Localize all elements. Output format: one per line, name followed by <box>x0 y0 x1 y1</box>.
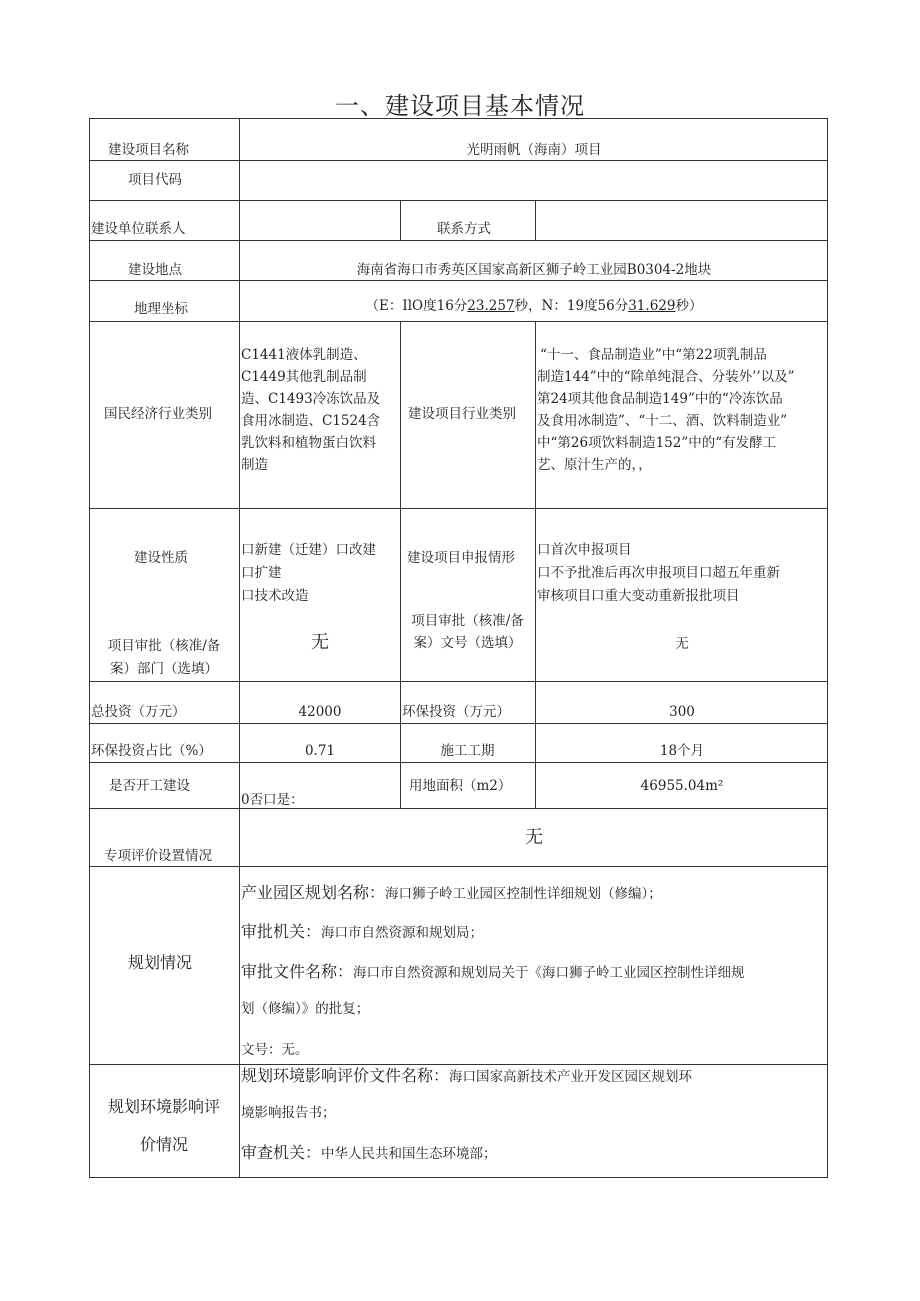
env-investment-label: 环保投资（万元） <box>402 704 510 720</box>
approval-dept-label: 项目审批（核准/备 <box>107 638 221 654</box>
industry-line: 造、C1493冷冻饮品及 <box>241 391 381 407</box>
location-label: 建设地点 <box>128 262 182 278</box>
planning-line: 审批机关：海口市自然资源和规划局； <box>241 922 484 941</box>
coordinates-value: （E：IlO度16分23.257秒，N：19度56分31.629秒） <box>365 298 703 314</box>
land-area-label: 用地面积（m2） <box>409 778 512 794</box>
row-divider <box>89 160 828 161</box>
ratio-label: 环保投资占比（%） <box>91 743 212 759</box>
special-eval-label: 专项评价设置情况 <box>104 848 212 864</box>
industry-label: 国民经济行业类别 <box>104 406 212 422</box>
planning-line: 审批文件名称：海口市自然资源和规划局关于《海口狮子岭工业园区控制性详细规 <box>241 962 745 981</box>
duration-value: 18个月 <box>659 743 705 759</box>
env-impact-line: 境影响报告书； <box>241 1105 336 1121</box>
planning-line: 产业园区规划名称：海口狮子岭工业园区控制性详细规划（修编）； <box>241 883 662 902</box>
industry-line: C1449其他乳制品制 <box>241 369 367 385</box>
project-industry-line: 艺、原汁生产的，， <box>537 457 652 473</box>
nature-label: 建设性质 <box>134 550 188 566</box>
project-industry-line: 中“第26项饮料制造152”中的“有发酵工 <box>537 435 777 451</box>
approval-no-value: 无 <box>675 636 689 652</box>
col-divider <box>400 321 401 808</box>
approval-no-label: 案）文号（选填） <box>413 635 522 651</box>
planning-line: 文号：无。 <box>241 1042 309 1058</box>
contact-method-label: 联系方式 <box>437 221 491 237</box>
nature-option: 口新建（迁建）口改建 <box>241 542 376 558</box>
col-divider <box>535 200 536 240</box>
row-divider <box>89 866 828 867</box>
ratio-value: 0.71 <box>304 743 336 759</box>
started-value: 0否口是： <box>241 792 304 808</box>
env-impact-line: 审查机关：中华人民共和国生态环境部； <box>241 1143 497 1162</box>
project-code-label: 项目代码 <box>128 172 182 188</box>
row-divider <box>89 681 828 682</box>
industry-line: 乳饮料和植物蛋白饮料 <box>241 435 376 451</box>
project-industry-line: “十一、食品制造业”中“第22项乳制品 <box>540 347 767 363</box>
investment-value: 42000 <box>298 704 342 720</box>
row-divider <box>89 808 828 809</box>
declaration-option: 审核项目口重大变动重新报批项目 <box>537 588 740 604</box>
project-industry-line: 第24项其他食品制造149”中的“冷冻饮品 <box>537 391 783 407</box>
investment-label: 总投资（万元） <box>91 704 186 720</box>
nature-option: 口扩建 <box>241 565 282 581</box>
col-divider <box>535 321 536 808</box>
row-divider <box>89 280 828 281</box>
project-industry-label: 建设项目行业类别 <box>408 406 516 422</box>
industry-line: 食用冰制造、C1524含 <box>241 413 381 429</box>
declaration-option: 口首次申报项目 <box>537 542 632 558</box>
approval-dept-label: 案）部门（选填） <box>110 661 218 677</box>
land-area-value: 46955.04m² <box>640 778 724 794</box>
env-investment-value: 300 <box>669 704 695 720</box>
coordinates-label: 地理坐标 <box>134 301 188 317</box>
location-value: 海南省海口市秀英区国家高新区狮子岭工业园B0304-2地块 <box>356 262 712 278</box>
nature-option: 口技术改造 <box>241 588 309 604</box>
contact-label: 建设单位联系人 <box>91 221 186 237</box>
project-name-label: 建设项目名称 <box>108 142 189 158</box>
started-label: 是否开工建设 <box>109 778 190 794</box>
approval-no-label: 项目审批（核准/备 <box>411 613 524 629</box>
duration-label: 施工工期 <box>440 743 495 759</box>
planning-line: 划（修编）》的批复； <box>241 1001 370 1017</box>
declaration-option: 口不予批准后再次申报项目口超五年重新 <box>537 565 780 581</box>
env-impact-line: 规划环境影响评价文件名称：海口国家高新技术产业开发区园区规划环 <box>241 1066 693 1085</box>
row-divider <box>89 321 828 322</box>
env-impact-label: 价情况 <box>139 1135 188 1154</box>
row-divider <box>89 1064 828 1065</box>
row-divider <box>89 508 828 509</box>
row-divider <box>89 240 828 241</box>
page-title: 一、建设项目基本情况 <box>335 92 585 120</box>
env-impact-label: 规划环境影响评 <box>107 1097 220 1116</box>
row-divider <box>89 200 828 201</box>
row-divider <box>89 762 828 763</box>
industry-line: C1441液体乳制造、 <box>241 347 367 363</box>
industry-line: 制造 <box>241 457 268 473</box>
project-industry-line: 制造144”中的“除单纯混合、分装外’’以及” <box>537 369 795 385</box>
row-divider <box>89 723 828 724</box>
declaration-label: 建设项目申报情形 <box>407 550 515 566</box>
project-name-value: 光明雨帆（海南）项目 <box>466 142 602 158</box>
planning-label: 规划情况 <box>128 953 193 972</box>
project-industry-line: 及食用冰制造”、“十二、酒、饮料制造业” <box>537 413 788 429</box>
col-divider <box>400 200 401 240</box>
special-eval-value: 无 <box>525 827 543 848</box>
approval-dept-value: 无 <box>311 632 329 653</box>
